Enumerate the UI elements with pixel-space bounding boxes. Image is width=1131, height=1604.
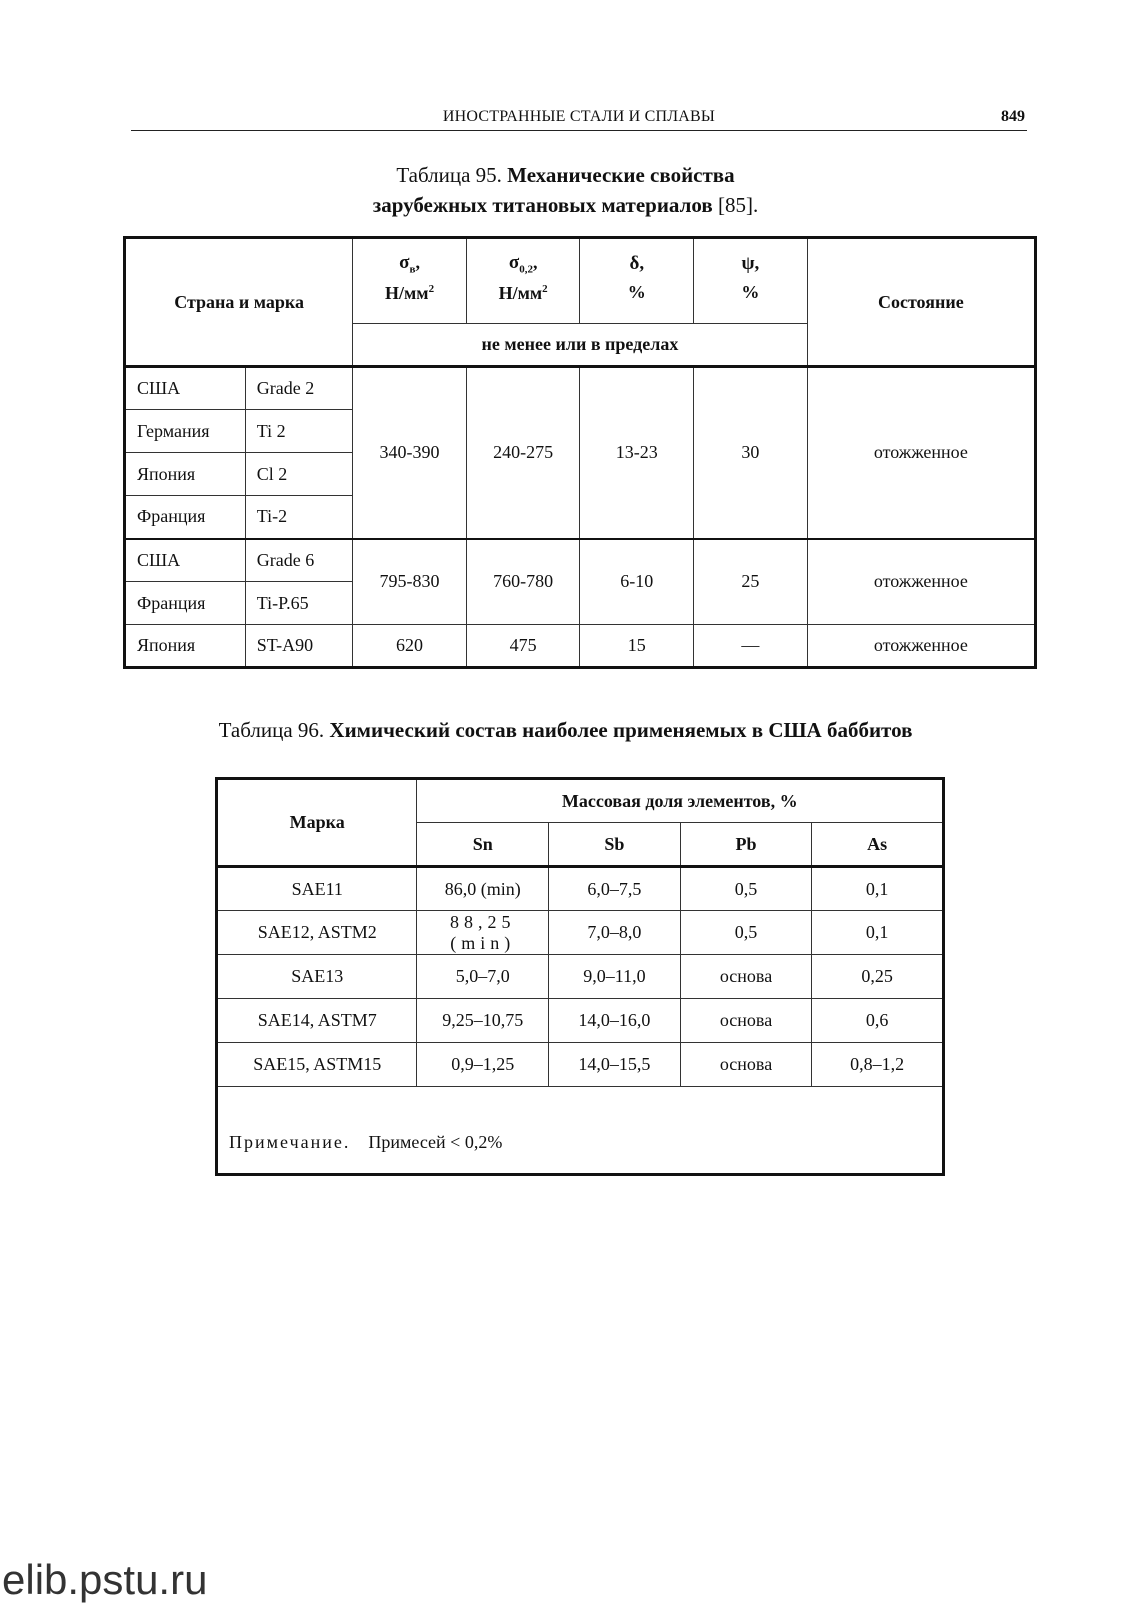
table-row: Япония ST-A90 620 475 15 — отожженное [125,625,1036,668]
col-pb: Pb [680,823,812,867]
table-row: SAE11 86,0 (min) 6,0–7,5 0,5 0,1 [217,867,944,911]
table95-caption: Таблица 95. Механические свойства зарубежных титановых материалов [85]. [372,163,759,217]
table-note [217,1087,944,1175]
table-row: Япония Cl 2 [125,453,1036,496]
col-state: Состояние [807,238,1035,367]
col-as: As [812,823,944,867]
running-title: ИНОСТРАННЫЕ СТАЛИ И СПЛАВЫ [442,108,716,125]
watermark: elib.pstu.ru [2,1556,208,1603]
col-grade: Марка [217,779,417,867]
col-sb: Sb [549,823,681,867]
col-psi: ψ, % [694,238,808,324]
col-sigma-02: $\sigma_{0,2}$, $Н/мм^2$ [466,238,580,324]
table-row: SAE13 5,0–7,0 9,0–11,0 основа 0,25 [217,955,944,999]
table-row: Германия Ti 2 [125,410,1036,453]
table96-babbitt-composition [215,777,945,1176]
table-row: США Grade 2 340-390 240-275 13-23 30 отожженное [125,367,1036,410]
note-text: Примесей < 0,2% [368,1132,503,1152]
col-country-grade: Страна и марка [125,238,353,367]
table-row: SAE12, ASTM2 88,25 (min) 7,0–8,0 0,5 0,1 [217,911,944,955]
running-header [131,104,1027,131]
table96-caption: Таблица 96. Химический состав наиболее применяемых в США баббитов [218,718,913,742]
page-number: 849 [1001,108,1025,125]
table-row: США Grade 6 795-830 760-780 6-10 25 отожженное [125,539,1036,582]
col-delta: δ, % [580,238,694,324]
table-row: Франция Ti-2 [125,496,1036,539]
table-row: Франция Ti-P.65 [125,582,1036,625]
col-mass-fraction: Массовая доля элементов, % [417,779,944,823]
note-label: Примечание. [229,1132,351,1152]
col-sn: Sn [417,823,549,867]
table-row: SAE14, ASTM7 9,25–10,75 14,0–16,0 основа 0,6 [217,999,944,1043]
col-sigma-b: $\sigma_в$, $Н/мм^2$ [353,238,467,324]
subheader-range: не менее или в пределах [353,324,807,367]
table95-mechanical-properties [123,236,1037,669]
table-row: SAE15, ASTM15 0,9–1,25 14,0–15,5 основа 0,8–1,2 [217,1043,944,1087]
